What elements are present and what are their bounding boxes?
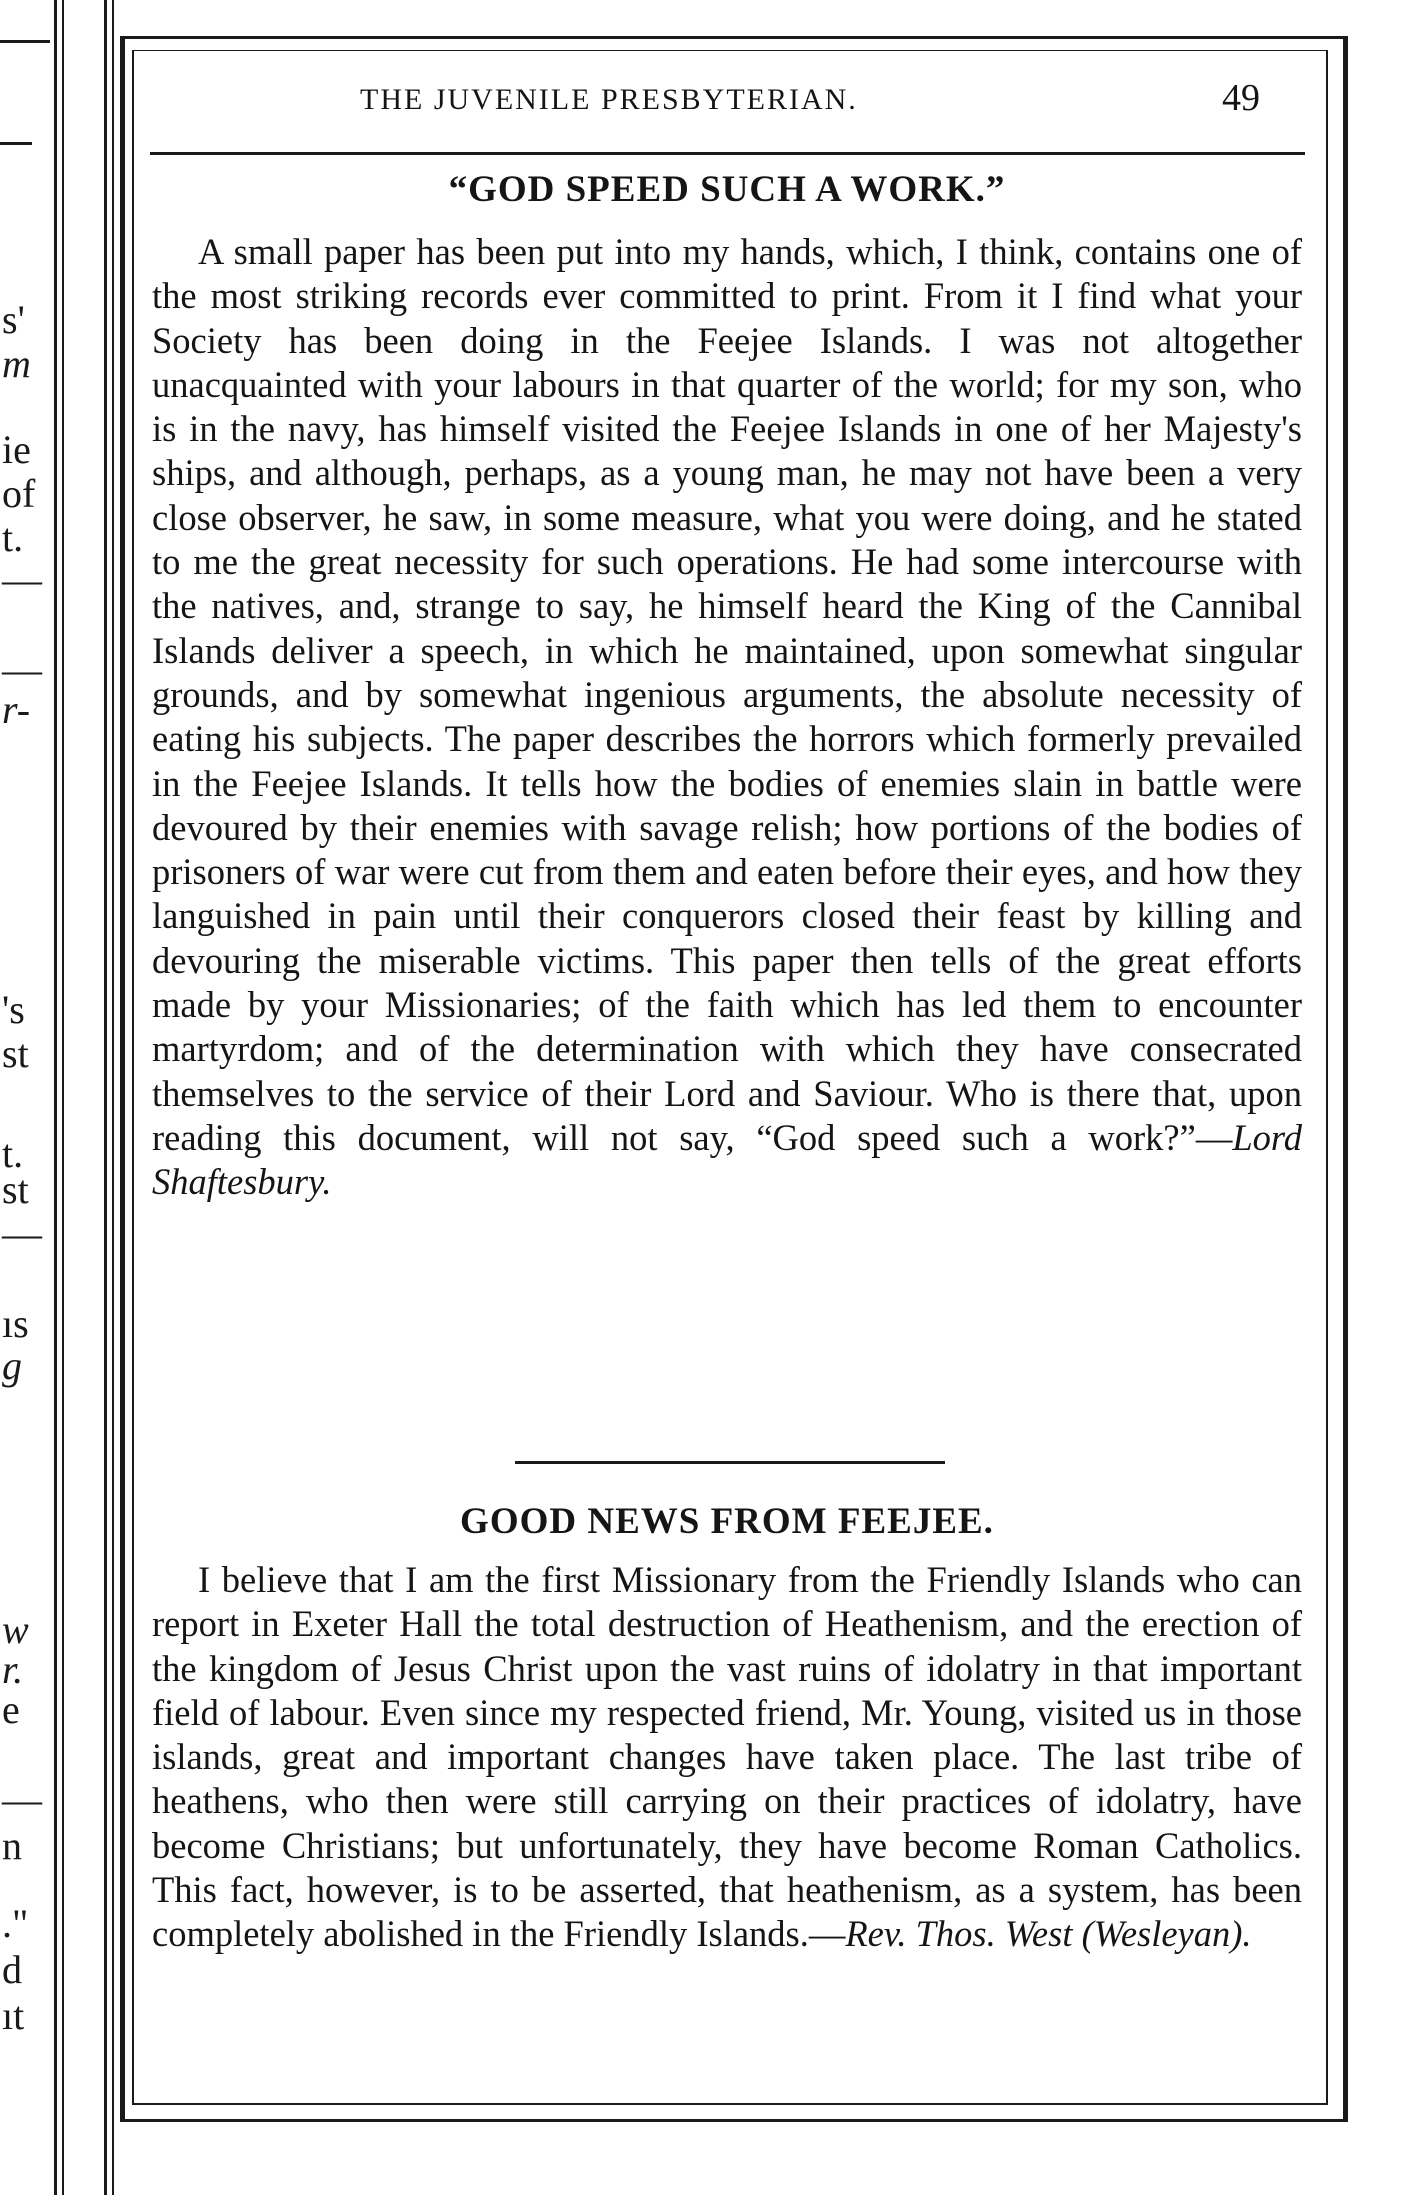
binding-line: [112, 0, 114, 2195]
article-good-news: [152, 1500, 1302, 1957]
margin-fragment: r-: [2, 687, 31, 732]
margin-fragment: —: [2, 1777, 42, 1822]
margin-rule: [62, 0, 64, 2195]
margin-fragment: st: [2, 1167, 29, 1212]
margin-fragment: .": [2, 1901, 29, 1946]
previous-page-margin: [0, 0, 70, 2195]
margin-fragment: n: [2, 1823, 22, 1868]
running-head: [150, 77, 1300, 130]
page-number: 49: [1222, 77, 1260, 119]
margin-fragment: —: [2, 557, 42, 602]
margin-fragment: 's: [2, 987, 25, 1032]
article-title: “GOD SPEED SUCH A WORK.”: [448, 169, 1006, 210]
margin-fragment: —: [2, 1211, 42, 1256]
article-body: [152, 1558, 1302, 1957]
margin-fragment: ie: [2, 427, 31, 472]
margin-rule: [0, 40, 50, 43]
margin-fragment: m: [2, 341, 31, 386]
binding-line: [104, 0, 107, 2195]
article-text: A small paper has been put into my hands, which, I think, contains one of the most striking records ever committed to print. From it I find what your Society has been doing in the Feejee Islands. I was not altogether unacquainted with your labours in that quarter of the world; for my son, who is in the navy, has himself visited the Feejee Islands in one of her Majesty's ships, and although, perhaps, as a young man, he may not have been a very close observer, he saw, in some measure, what you were doing, and he stated to me the great necessity for such operations. He had some intercourse with the natives, and, strange to say, he himself heard the King of the Cannibal Islands deliver a speech, in which he maintained, upon somewhat singular grounds, and by somewhat ingenious arguments, the absolute necessity of eating his subjects. The paper describes the horrors which formerly prevailed in the Feejee Islands. It tells how the bodies of enemies slain in battle were devoured by their enemies with savage relish; how portions of the bodies of prisoners of war were cut from them and eaten before their eyes, and how they languished in pain until their conquerors closed their feast by killing and devouring the miserable victims. This paper then tells of the great efforts made by your Missionaries; of the faith which has led them to encounter martyrdom; and of the determination with which they have consecrated themselves to the service of their Lord and Saviour. Who is there that, upon reading this document, will not say, “God speed such a work?”—: [152, 231, 1302, 1158]
margin-fragment: g: [2, 1343, 22, 1388]
margin-fragment: —: [2, 647, 42, 692]
article-god-speed: [152, 168, 1302, 1205]
article-body: [152, 230, 1302, 1205]
article-attribution: Lord Shaftesbury.: [152, 1116, 1302, 1203]
margin-rule: [0, 142, 32, 145]
margin-fragment: ıs: [2, 1301, 29, 1346]
section-divider: [515, 1461, 945, 1464]
margin-fragment: r.: [2, 1647, 24, 1692]
margin-fragment: e: [2, 1687, 20, 1732]
margin-fragment: d: [2, 1947, 22, 1992]
article-attribution: Rev. Thos. West (Wesleyan).: [845, 1913, 1252, 1955]
journal-title: THE JUVENILE PRESBYTERIAN.: [360, 83, 858, 116]
margin-fragment: t.: [2, 1131, 24, 1176]
article-text: I believe that I am the first Missionary from the Friendly Islands who can report in Exeter Hall the total destruction of Heathenism, and the erection of the kingdom of Jesus Christ upon the vast ruins of idolatry in that important field of labour. Even since my respected friend, Mr. Young, visited us in those islands, great and important changes have taken place. The last tribe of heathens, who then were still carrying on their practices of idolatry, have become Christians; but unfortunately, they have become Roman Catholics. This fact, however, is to be asserted, that heathenism, as a system, has been completely abolished in the Friendly Islands.—: [152, 1559, 1302, 1955]
header-rule: [150, 152, 1305, 155]
margin-fragment: st: [2, 1031, 29, 1076]
margin-fragment: t.: [2, 515, 24, 560]
margin-fragment: of: [2, 471, 36, 516]
margin-fragment: ıt: [2, 1993, 25, 2038]
margin-rule: [54, 0, 57, 2195]
article-title: GOOD NEWS FROM FEEJEE.: [460, 1501, 994, 1542]
margin-fragment: s': [2, 297, 25, 342]
margin-fragment: w: [2, 1607, 29, 1652]
